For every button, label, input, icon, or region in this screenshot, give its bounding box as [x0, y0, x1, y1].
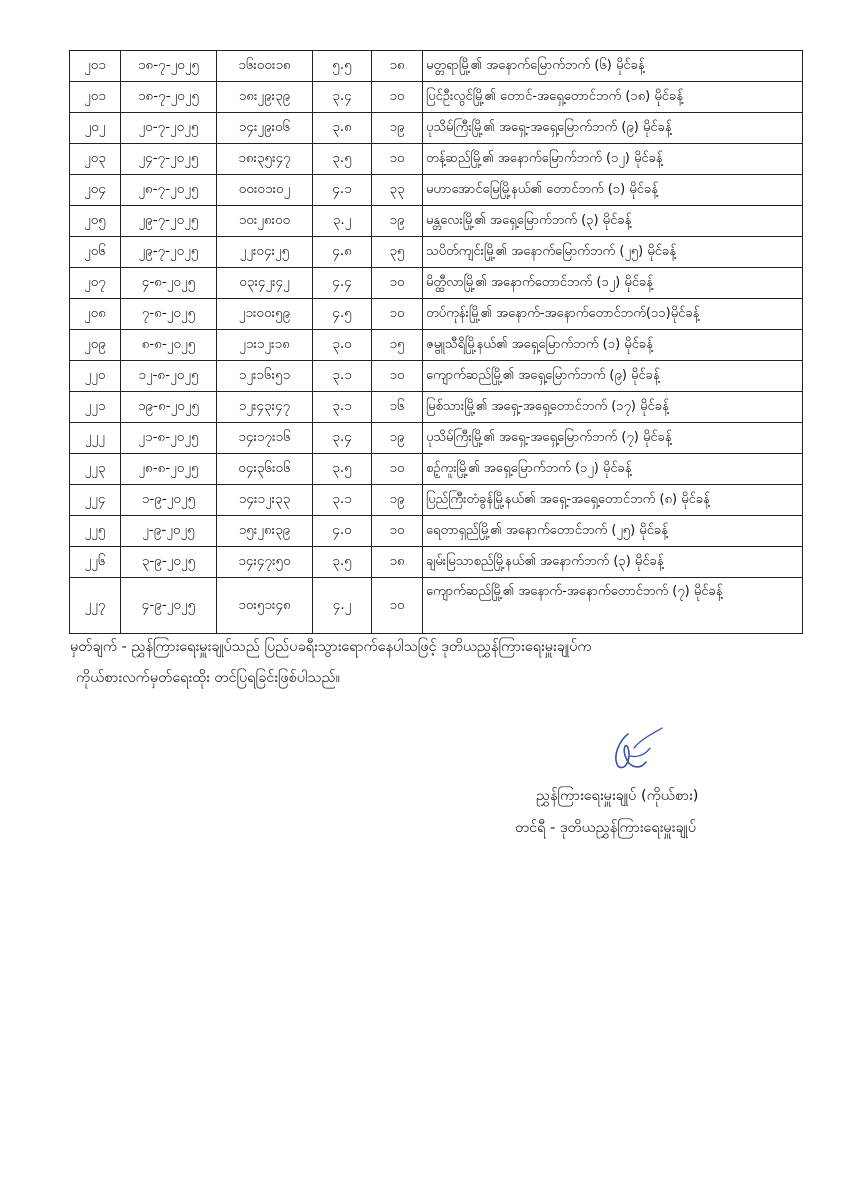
row-number: ၂၂၀ [70, 361, 121, 392]
row-time: ၀၃း၄၂း၄၂ [217, 268, 313, 299]
signature-icon [600, 718, 670, 788]
row-magnitude: ၃.၁ [313, 361, 372, 392]
row-magnitude: ၅.၅ [313, 51, 372, 82]
row-number: ၂၀၉ [70, 330, 121, 361]
table-row [70, 330, 803, 361]
row-depth: ၃၃ [372, 175, 423, 206]
row-depth: ၁၉ [372, 485, 423, 516]
table-row [70, 299, 803, 330]
remark-note [70, 632, 810, 694]
row-number: ၂၀၇ [70, 268, 121, 299]
row-time: ၂၂း၀၄း၂၅ [217, 237, 313, 268]
row-date: ၄-၉-၂၀၂၅ [121, 578, 217, 634]
row-date: ၂၀-၇-၂၀၂၅ [121, 113, 217, 144]
remark-line-1: မှတ်ချက် - ညွှန်ကြားရေးမှူးချုပ်သည် ပြည်ပခရီးသွားရောက်နေပါသဖြင့် ဒုတိယညွှန်ကြားရေးမှူးချုပ်က [70, 639, 592, 655]
signer-title: ညွှန်ကြားရေးမှူးချုပ် (ကိုယ်စား) [536, 788, 699, 804]
row-date: ၁၂-၈-၂၀၂၅ [121, 361, 217, 392]
row-number: ၂၂၇ [70, 578, 121, 634]
row-magnitude: ၃.၅ [313, 144, 372, 175]
row-location: ကျောက်ဆည်မြို့၏ အရှေ့မြောက်ဘက် (၉) မိုင်ခန့် [423, 361, 803, 392]
table-row [70, 423, 803, 454]
row-number: ၂၂၄ [70, 485, 121, 516]
row-magnitude: ၄.၄ [313, 268, 372, 299]
row-date: ၂-၉-၂၀၂၅ [121, 516, 217, 547]
row-magnitude: ၃.၁ [313, 485, 372, 516]
table-row [70, 206, 803, 237]
row-location: တပ်ကုန်းမြို့၏ အနောက်-အနောက်တောင်ဘက်(၁၁)မိုင်ခန့် [423, 299, 803, 330]
table-row [70, 51, 803, 82]
row-time: ၂၁း၁၂း၁၈ [217, 330, 313, 361]
row-magnitude: ၄.၈ [313, 237, 372, 268]
row-depth: ၁၉ [372, 206, 423, 237]
row-time: ၁၂း၄၃း၄၇ [217, 392, 313, 423]
row-time: ၁၈း၃၅း၄၇ [217, 144, 313, 175]
row-magnitude: ၄.၀ [313, 516, 372, 547]
row-depth: ၁၀ [372, 299, 423, 330]
row-depth: ၁၉ [372, 423, 423, 454]
row-location: ပြင်ဦးလွင်မြို့၏ တောင်-အရှေ့တောင်ဘက် (၁၈) မိုင်ခန့် [423, 82, 803, 113]
row-date: ၁၈-၇-၂၀၂၅ [121, 82, 217, 113]
row-depth: ၁၉ [372, 113, 423, 144]
table-row [70, 82, 803, 113]
row-date: ၂၉-၇-၂၀၂၅ [121, 206, 217, 237]
row-number: ၂၀၄ [70, 175, 121, 206]
row-number: ၂၀၁ [70, 82, 121, 113]
row-time: ၁၂း၁၆း၅၁ [217, 361, 313, 392]
row-location: ပုသိမ်ကြီးမြို့၏ အရှေ့-အရှေ့မြောက်ဘက် (၉) မိုင်ခန့် [423, 113, 803, 144]
row-depth: ၁၀ [372, 144, 423, 175]
row-depth: ၁၀ [372, 361, 423, 392]
row-magnitude: ၄.၂ [313, 578, 372, 634]
row-magnitude: ၃.၂ [313, 206, 372, 237]
row-date: ၂၄-၇-၂၀၂၅ [121, 144, 217, 175]
row-date: ၃-၉-၂၀၂၅ [121, 547, 217, 578]
row-number: ၂၂၃ [70, 454, 121, 485]
row-magnitude: ၃.၅ [313, 547, 372, 578]
row-location: မန္တလေးမြို့၏ အရှေ့မြောက်ဘက် (၃) မိုင်ခန့် [423, 206, 803, 237]
row-time: ၂၁း၀၀း၅၉ [217, 299, 313, 330]
table-row [70, 237, 803, 268]
row-magnitude: ၃.၁ [313, 392, 372, 423]
row-location: ပြည်ကြီးတံခွန်မြို့နယ်၏ အရှေ့-အရှေ့တောင်ဘက် (၈) မိုင်ခန့် [423, 485, 803, 516]
row-magnitude: ၃.၅ [313, 454, 372, 485]
row-number: ၂၀၁ [70, 51, 121, 82]
row-date: ၂၁-၈-၂၀၂၅ [121, 423, 217, 454]
row-date: ၈-၈-၂၀၂၅ [121, 330, 217, 361]
row-magnitude: ၄.၁ [313, 175, 372, 206]
table-row [70, 578, 803, 634]
row-time: ၁၀း၂၈း၀၀ [217, 206, 313, 237]
row-location: ချမ်းမြသာစည်မြို့နယ်၏ အနောက်ဘက် (၃) မိုင်ခန့် [423, 547, 803, 578]
row-location: ကျောက်ဆည်မြို့၏ အနောက်-အနောက်တောင်ဘက် (၇) မိုင်ခန့် [423, 578, 803, 634]
table-row [70, 113, 803, 144]
row-number: ၂၀၆ [70, 237, 121, 268]
row-depth: ၁၆ [372, 392, 423, 423]
row-date: ၁၉-၈-၂၀၂၅ [121, 392, 217, 423]
table-row [70, 547, 803, 578]
row-depth: ၁၀ [372, 454, 423, 485]
row-magnitude: ၃.၈ [313, 113, 372, 144]
table-row [70, 175, 803, 206]
row-number: ၂၀၃ [70, 144, 121, 175]
row-magnitude: ၃.၄ [313, 423, 372, 454]
row-location: ပုသိမ်ကြီးမြို့၏ အရှေ့-အရှေ့မြောက်ဘက် (၇) မိုင်ခန့် [423, 423, 803, 454]
row-number: ၂၂၆ [70, 547, 121, 578]
row-time: ၁၅း၂၈း၃၉ [217, 516, 313, 547]
row-magnitude: ၃.၀ [313, 330, 372, 361]
row-magnitude: ၄.၅ [313, 299, 372, 330]
table-row [70, 485, 803, 516]
row-location: မဟာအောင်မြေမြို့နယ်၏ တောင်ဘက် (၁) မိုင်ခန့် [423, 175, 803, 206]
row-number: ၂၂၁ [70, 392, 121, 423]
row-depth: ၁၅ [372, 330, 423, 361]
signer-name: တင်ရီ - ဒုတိယညွှန်ကြားရေးမှူးချုပ် [515, 820, 697, 836]
table-row [70, 516, 803, 547]
row-number: ၂၀၂ [70, 113, 121, 144]
row-depth: ၁၈ [372, 547, 423, 578]
row-location: မတ္တရာမြို့၏ အနောက်မြောက်ဘက် (၆) မိုင်ခန့် [423, 51, 803, 82]
row-time: ၁၀း၅၁း၄၈ [217, 578, 313, 634]
table-row [70, 268, 803, 299]
remark-line-2: ကိုယ်စားလက်မှတ်ရေးထိုး တင်ပြရခြင်းဖြစ်ပါသည်။ [76, 670, 341, 686]
row-location: ရေတာရှည်မြို့၏ အနောက်တောင်ဘက် (၂၅) မိုင်ခန့် [423, 516, 803, 547]
table-row [70, 144, 803, 175]
row-depth: ၁၈ [372, 51, 423, 82]
row-time: ၁၄း၄၇း၅၀ [217, 547, 313, 578]
row-time: ၁၄း၁၇း၁၆ [217, 423, 313, 454]
row-date: ၄-၈-၂၀၂၅ [121, 268, 217, 299]
row-depth: ၁၀ [372, 578, 423, 634]
row-location: စဥ့်ကူးမြို့၏ အရှေ့မြောက်ဘက် (၁၂) မိုင်ခန့် [423, 454, 803, 485]
row-date: ၁၈-၇-၂၀၂၅ [121, 51, 217, 82]
row-date: ၂၈-၈-၂၀၂၅ [121, 454, 217, 485]
row-location: မြစ်သားမြို့၏ အရှေ့-အရှေ့တောင်ဘက် (၁၇) မိုင်ခန့် [423, 392, 803, 423]
row-location: သပိတ်ကျင်းမြို့၏ အနောက်မြောက်ဘက် (၂၅) မိုင်ခန့် [423, 237, 803, 268]
row-date: ၂၈-၇-၂၀၂၅ [121, 175, 217, 206]
row-location: တန့်ဆည်မြို့၏ အနောက်မြောက်ဘက် (၁၂) မိုင်ခန့် [423, 144, 803, 175]
row-date: ၁-၉-၂၀၂၅ [121, 485, 217, 516]
row-number: ၂၀၅ [70, 206, 121, 237]
row-time: ၁၄း၂၉း၀၆ [217, 113, 313, 144]
row-location: ဇမ္ဗူသီရိမြို့နယ်၏ အရှေ့မြောက်ဘက် (၁) မိုင်ခန့် [423, 330, 803, 361]
table-row [70, 361, 803, 392]
table-row [70, 392, 803, 423]
row-magnitude: ၃.၄ [313, 82, 372, 113]
row-time: ၁၄း၁၂း၃၃ [217, 485, 313, 516]
table-body [70, 51, 803, 634]
row-date: ၂၉-၇-၂၀၂၅ [121, 237, 217, 268]
earthquake-table [69, 50, 803, 634]
row-number: ၂၀၈ [70, 299, 121, 330]
row-depth: ၃၅ [372, 237, 423, 268]
row-time: ၁၆း၀၀း၁၈ [217, 51, 313, 82]
row-depth: ၁၀ [372, 268, 423, 299]
row-depth: ၁၀ [372, 516, 423, 547]
row-depth: ၁၀ [372, 82, 423, 113]
table-row [70, 454, 803, 485]
row-time: ၀၀း၀၁း၀၂ [217, 175, 313, 206]
row-time: ၁၈း၂၉း၃၉ [217, 82, 313, 113]
row-number: ၂၂၅ [70, 516, 121, 547]
row-date: ၇-၈-၂၀၂၅ [121, 299, 217, 330]
row-time: ၀၄း၃၆း၀၆ [217, 454, 313, 485]
row-location: မိတ္ထီလာမြို့၏ အနောက်တောင်ဘက် (၁၂) မိုင်ခန့် [423, 268, 803, 299]
row-number: ၂၂၂ [70, 423, 121, 454]
signer-block [515, 780, 815, 844]
